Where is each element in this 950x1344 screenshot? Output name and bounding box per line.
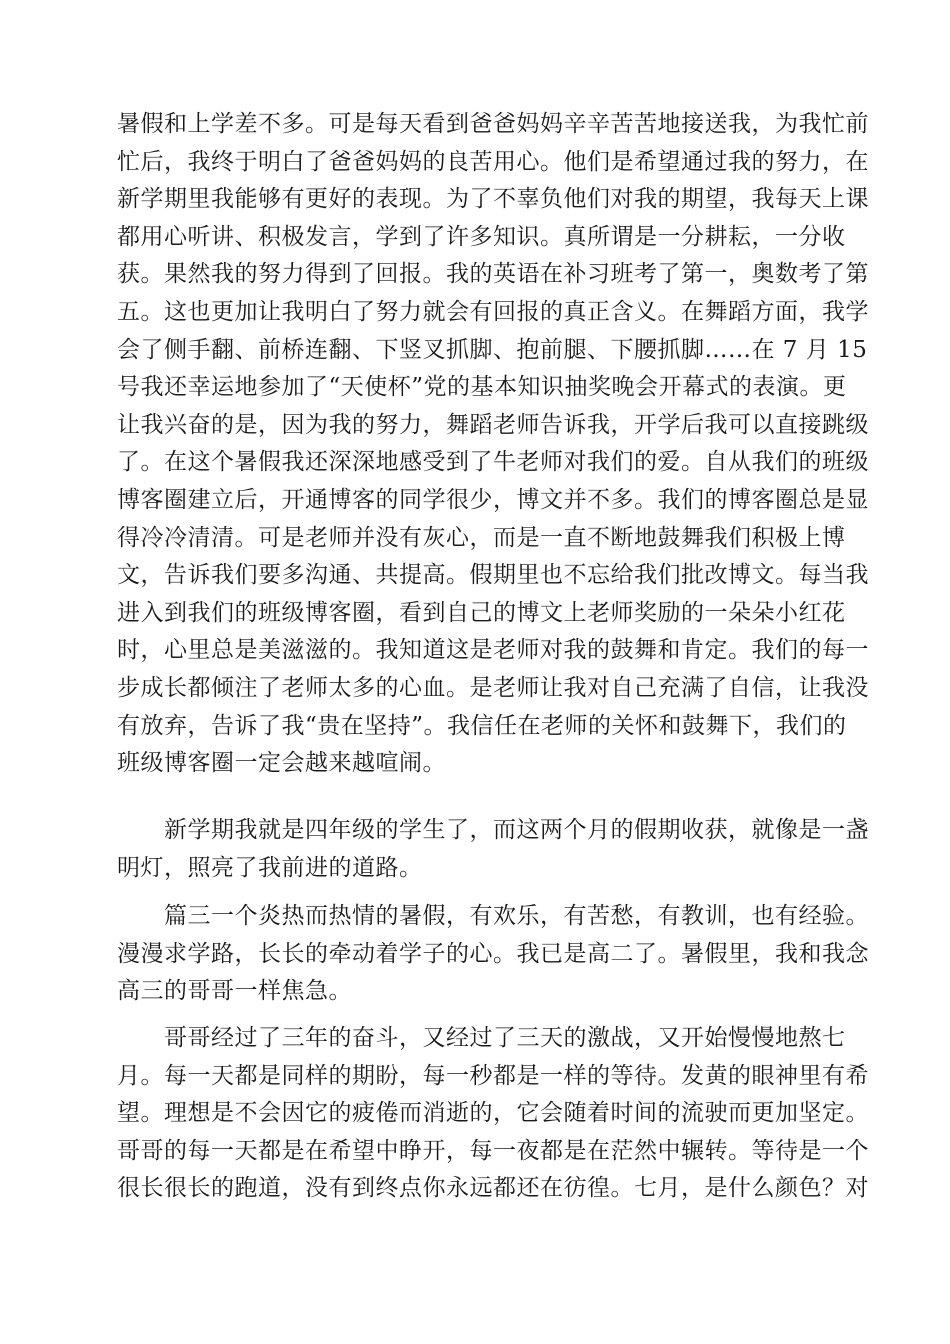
paragraph-3 bbox=[117, 898, 869, 1011]
paragraph-2 bbox=[117, 812, 869, 887]
paragraph-1 bbox=[117, 106, 869, 783]
text-line: 会了侧手翻、前桥连翻、下竖叉抓脚、抱前腿、下腰抓脚……在 7 月 15 bbox=[117, 336, 868, 363]
text-line: 让我兴奋的是，因为我的努力，舞蹈老师告诉我，开学后我可以直接跳级 bbox=[117, 411, 869, 438]
text-line: 很长很长的跑道，没有到终点你永远都还在彷徨。七月，是什么颜色？对 bbox=[117, 1175, 869, 1202]
text-line: 新学期我就是四年级的学生了，而这两个月的假期收获，就像是一盏 bbox=[117, 817, 869, 843]
text-line: 高三的哥哥一样焦急。 bbox=[117, 978, 352, 1005]
text-line: 哥哥经过了三年的奋斗，又经过了三天的激战，又开始慢慢地熬七 bbox=[117, 1025, 846, 1051]
text-line: 得冷冷清清。可是老师并没有灰心，而是一直不断地鼓舞我们积极上博 bbox=[117, 524, 846, 551]
text-line: 漫漫求学路，长长的牵动着学子的心。我已是高二了。暑假里，我和我念 bbox=[117, 940, 869, 967]
text-line: 进入到我们的班级博客圈，看到自己的博文上老师奖励的一朵朵小红花 bbox=[117, 599, 846, 626]
text-line: 文，告诉我们要多沟通、共提高。假期里也不忘给我们批改博文。每当我 bbox=[117, 562, 869, 589]
text-line: 望。理想是不会因它的疲倦而消逝的，它会随着时间的流驶而更加坚定。 bbox=[117, 1100, 869, 1127]
text-line: 忙后，我终于明白了爸爸妈妈的良苦用心。他们是希望通过我的努力，在 bbox=[117, 148, 869, 175]
text-line: 步成长都倾注了老师太多的心血。是老师让我对自己充满了自信，让我没 bbox=[117, 674, 869, 701]
text-line: 五。这也更加让我明白了努力就会有回报的真正含义。在舞蹈方面，我学 bbox=[117, 298, 869, 325]
text-line: 了。在这个暑假我还深深地感受到了牛老师对我们的爱。自从我们的班级 bbox=[117, 449, 869, 476]
text-line: 都用心听讲、积极发言，学到了许多知识。真所谓是一分耕耘，一分收 bbox=[117, 223, 846, 250]
text-line: 月。每一天都是同样的期盼，每一秒都是一样的等待。发黄的眼神里有希 bbox=[117, 1062, 869, 1089]
text-line: 号我还幸运地参加了“天使杯”党的基本知识抽奖晚会开幕式的表演。更 bbox=[117, 374, 847, 401]
text-line: 博客圈建立后，开通博客的同学很少，博文并不多。我们的博客圈总是显 bbox=[117, 486, 869, 513]
text-line: 有放弃，告诉了我“贵在坚持”。我信任在老师的关怀和鼓舞下，我们的 bbox=[117, 712, 847, 739]
text-line: 暑假和上学差不多。可是每天看到爸爸妈妈辛辛苦苦地接送我，为我忙前 bbox=[117, 111, 869, 137]
text-line: 哥哥的每一天都是在希望中睁开，每一夜都是在茫然中辗转。等待是一个 bbox=[117, 1137, 869, 1164]
text-line: 篇三一个炎热而热情的暑假，有欢乐，有苦愁，有教训，也有经验。 bbox=[117, 903, 869, 929]
text-line: 班级博客圈一定会越来越喧闹。 bbox=[117, 750, 446, 777]
text-line: 获。果然我的努力得到了回报。我的英语在补习班考了第一，奥数考了第 bbox=[117, 261, 869, 288]
text-line: 明灯，照亮了我前进的道路。 bbox=[117, 854, 423, 881]
paragraph-4 bbox=[117, 1020, 869, 1208]
text-line: 新学期里我能够有更好的表现。为了不辜负他们对我的期望，我每天上课 bbox=[117, 186, 869, 213]
text-line: 时，心里总是美滋滋的。我知道这是老师对我的鼓舞和肯定。我们的每一 bbox=[117, 637, 869, 664]
